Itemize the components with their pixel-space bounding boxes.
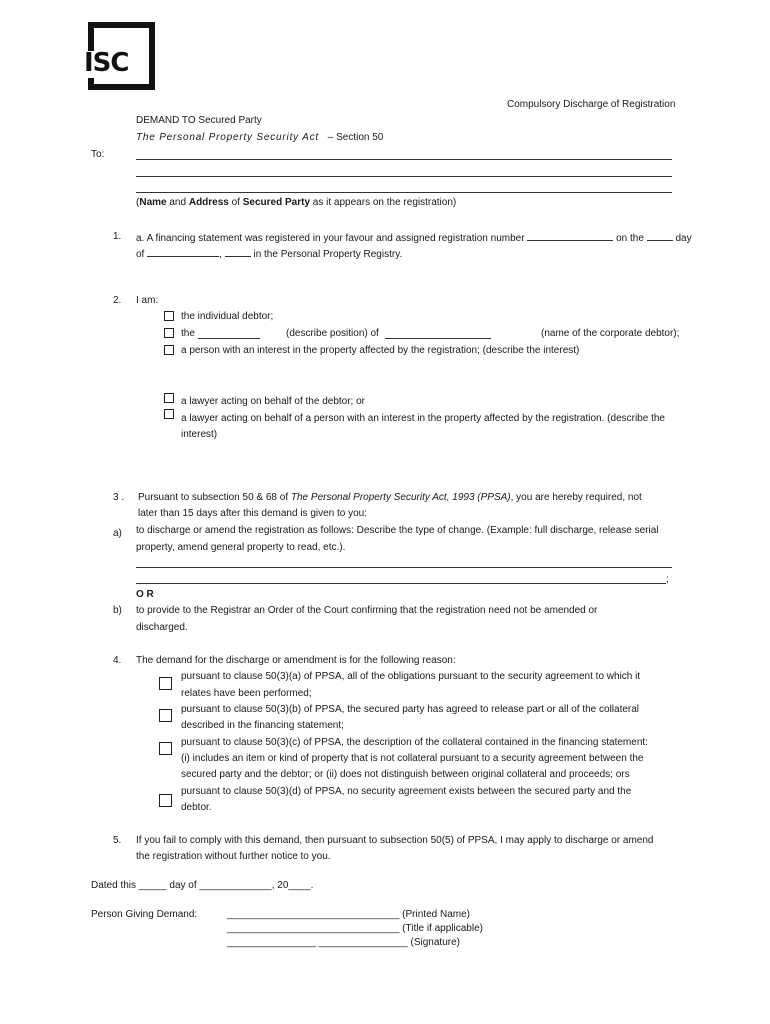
item1-registry: in the Personal Property Registry. [253, 249, 403, 260]
note-rest: as it appears on the registration) [310, 197, 457, 208]
to-label: To: [91, 149, 105, 160]
note-name: Name [139, 197, 167, 208]
checkbox-reason-a[interactable] [159, 677, 172, 690]
reason-c-line1: pursuant to clause 50(3)(c) of PPSA, the description of the collateral contained in the financing statement: [181, 737, 648, 748]
reason-a-line1: pursuant to clause 50(3)(a) of PPSA, all of the obligations pursuant to the security agreement to which it [181, 671, 641, 682]
checkbox-reason-d[interactable] [159, 794, 172, 807]
label-lawyer-interest-1: a lawyer acting on behalf of a person with an interest in the property affected by the registration. (describe the [181, 413, 665, 424]
item3-a-text1: to discharge or amend the registration as follows: Describe the type of change. (Example: full discharge, release serial [136, 525, 659, 536]
note-of: of [228, 197, 243, 208]
printed-name-field[interactable]: _______________________________ (Printed Name) [227, 909, 470, 920]
reason-b-line1: pursuant to clause 50(3)(b) of PPSA, the secured party has agreed to release part or all of the collateral [181, 704, 640, 715]
label-describe-position: (describe position) of [286, 328, 379, 339]
item1-of: of [136, 249, 145, 260]
to-line-1[interactable] [136, 159, 672, 160]
item5-line2: the registration without further notice to you. [136, 851, 331, 862]
checkbox-position[interactable] [164, 328, 174, 338]
change-semicolon: ; [666, 574, 669, 585]
year-field[interactable] [225, 247, 251, 257]
to-line-3[interactable] [136, 192, 672, 193]
item2-i-am: I am: [136, 295, 159, 306]
item4-number: 4. [113, 655, 122, 666]
item3-post: , you are hereby required, not [510, 492, 642, 503]
note-secured-party: Secured Party [242, 197, 311, 208]
item5-line1: If you fail to comply with this demand, then pursuant to subsection 50(5) of PPSA, I may apply to discharge or amend [136, 835, 654, 846]
isc-logo-text: ISC [84, 48, 129, 78]
item1-line1 [136, 231, 692, 246]
reason-b-line2: described in the financing statement; [181, 720, 344, 731]
note-paren: ( [136, 197, 140, 208]
checkbox-lawyer-debtor[interactable] [164, 393, 174, 403]
month-field[interactable] [147, 247, 219, 257]
item3-b-text1: to provide to the Registrar an Order of the Court confirming that the registration need not be amended or [136, 605, 598, 616]
act-name: The Personal Property Security Act [136, 132, 320, 143]
label-lawyer-interest-2: interest) [181, 429, 218, 440]
label-corporate-debtor: (name of the corporate debtor); [541, 328, 680, 339]
item4-intro: The demand for the discharge or amendment is for the following reason: [136, 655, 456, 666]
item3-number: 3 . [113, 492, 125, 503]
item3-line2: later than 15 days after this demand is given to you: [138, 508, 368, 519]
item1-day: day [675, 233, 692, 244]
label-interest: a person with an interest in the property affected by the registration; (describe the interest) [181, 345, 580, 356]
item1-on-the: on the [616, 233, 644, 244]
reason-a-line2: relates have been performed; [181, 688, 312, 699]
dated-this: Dated this _____ day of _____________, 20____. [91, 880, 314, 891]
registration-number-field[interactable] [527, 231, 613, 241]
item1-comma: , [219, 249, 222, 260]
demand-title: DEMAND TO Secured Party [136, 115, 262, 126]
label-individual-debtor: the individual debtor; [181, 311, 274, 322]
note-and: and [166, 197, 189, 208]
item3-a-label: a) [113, 528, 122, 539]
position-field[interactable] [198, 338, 260, 339]
item3-act: The Personal Property Security Act, 1993 (PPSA) [290, 492, 511, 503]
act-section: – Section 50 [327, 132, 384, 143]
checkbox-reason-b[interactable] [159, 709, 172, 722]
item1-text: a. A financing statement was registered in your favour and assigned registration number [136, 233, 525, 244]
item3-b-label: b) [113, 605, 122, 616]
name-address-note [136, 197, 456, 210]
reason-c-line3: secured party and the debtor; or (ii) does not distinguish between original collateral and proceeds; ors [181, 769, 630, 780]
checkbox-interest[interactable] [164, 345, 174, 355]
item2-number: 2. [113, 295, 122, 306]
reason-d-line1: pursuant to clause 50(3)(d) of PPSA, no security agreement exists between the secured party and the [181, 786, 632, 797]
item5-number: 5. [113, 835, 122, 846]
title-field[interactable]: _______________________________ (Title if applicable) [227, 923, 483, 934]
item3-a-text2: property, amend general property to read, etc.). [136, 542, 346, 553]
change-line-1[interactable] [136, 567, 672, 568]
day-field[interactable] [647, 231, 673, 241]
act-reference [136, 132, 383, 145]
note-address: Address [188, 197, 229, 208]
label-lawyer-debtor: a lawyer acting on behalf of the debtor; or [181, 396, 366, 407]
signature-field[interactable]: ________________ ________________ (Signature) [227, 937, 460, 948]
change-line-2[interactable] [136, 583, 666, 584]
item1-number: 1. [113, 231, 122, 242]
label-position-the: the [181, 328, 195, 339]
reason-d-line2: debtor. [181, 802, 212, 813]
item1-line2 [136, 247, 402, 262]
checkbox-lawyer-interest[interactable] [164, 409, 174, 419]
item3-or: O R [136, 589, 154, 600]
checkbox-reason-c[interactable] [159, 742, 172, 755]
to-line-2[interactable] [136, 176, 672, 177]
corporate-name-field[interactable] [385, 338, 491, 339]
form-name: Compulsory Discharge of Registration [507, 99, 676, 110]
person-giving-demand-label: Person Giving Demand: [91, 909, 198, 920]
checkbox-individual-debtor[interactable] [164, 311, 174, 321]
item3-pre: Pursuant to subsection 50 & 68 of [138, 492, 291, 503]
item3-b-text2: discharged. [136, 622, 188, 633]
item3-line1 [138, 492, 642, 505]
reason-c-line2: (i) includes an item or kind of property that is not collateral pursuant to a security agreement between the [181, 753, 644, 764]
